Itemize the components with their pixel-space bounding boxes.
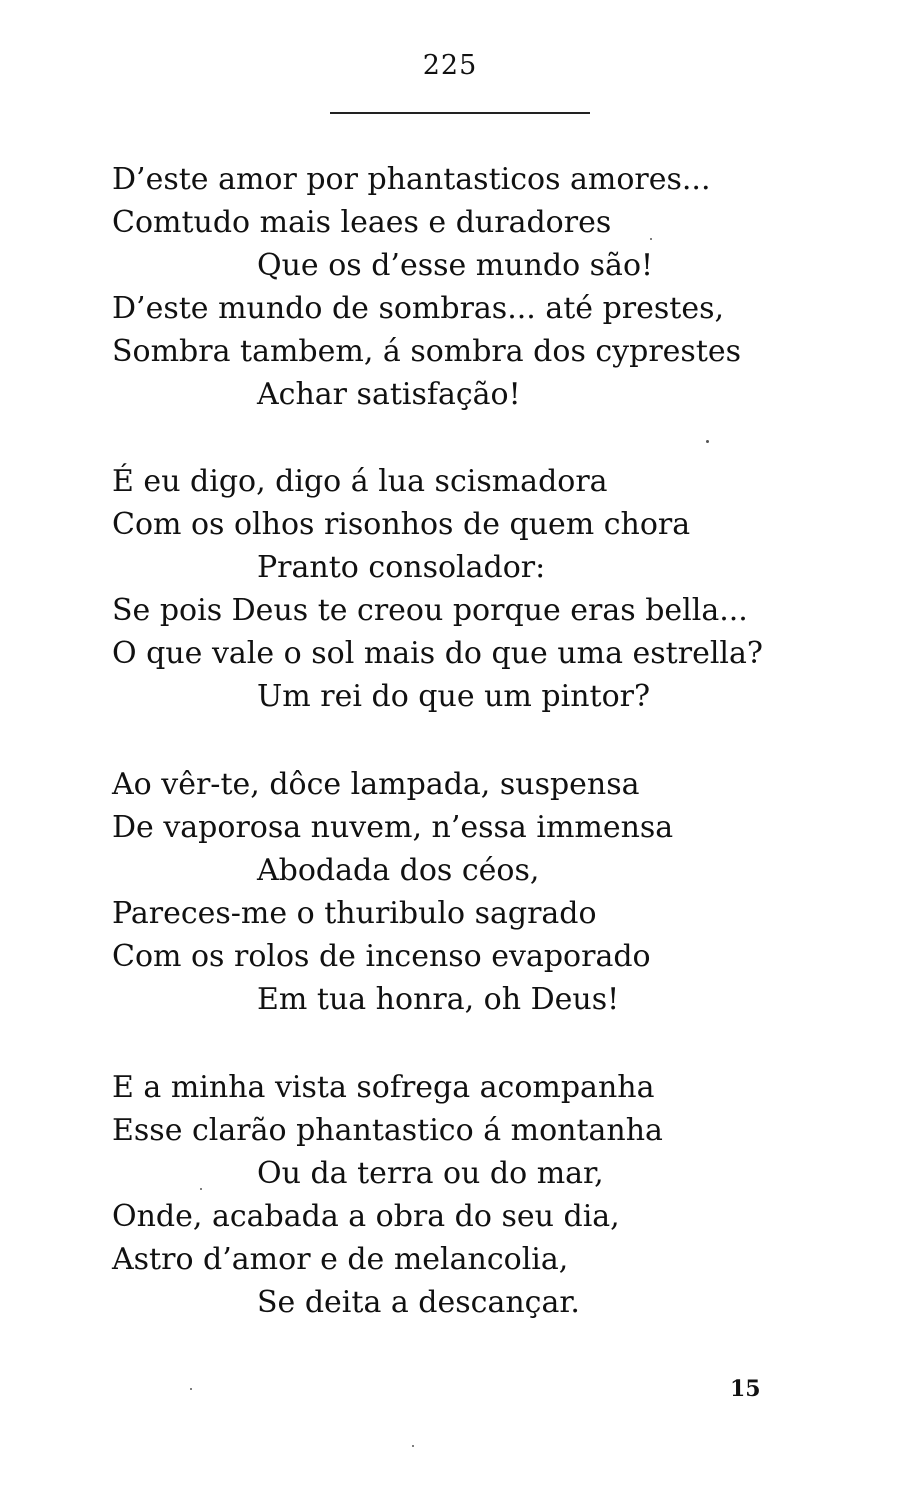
verse-line: Se deita a descançar. xyxy=(257,1285,580,1320)
print-speck xyxy=(190,1388,192,1390)
verse-line: Abodada dos céos, xyxy=(257,853,540,888)
print-speck xyxy=(650,238,652,240)
verse-line: Um rei do que um pintor? xyxy=(257,679,651,714)
stanza-4 xyxy=(112,1066,812,1324)
stanza-1 xyxy=(112,158,812,416)
verse-line: Que os d’esse mundo são! xyxy=(257,248,654,283)
print-speck xyxy=(706,440,709,443)
verse-line: Astro d’amor e de melancolia, xyxy=(112,1242,569,1277)
verse-line: D’este amor por phantasticos amores... xyxy=(112,162,711,197)
header-rule xyxy=(330,112,590,114)
verse-line: Com os olhos risonhos de quem chora xyxy=(112,507,691,542)
verse-line: Onde, acabada a obra do seu dia, xyxy=(112,1199,620,1234)
verse-line: D’este mundo de sombras... até prestes, xyxy=(112,291,725,326)
stanza-3 xyxy=(112,763,812,1021)
verse-line: Com os rolos de incenso evaporado xyxy=(112,939,651,974)
verse-line: Ou da terra ou do mar, xyxy=(257,1156,604,1191)
stanza-2 xyxy=(112,460,812,718)
verse-line: Pranto consolador: xyxy=(257,550,546,585)
page-number: 225 xyxy=(422,50,478,81)
verse-line: Sombra tambem, á sombra dos cyprestes xyxy=(112,334,742,369)
verse-line: Se pois Deus te creou porque eras bella... xyxy=(112,593,748,628)
verse-line: Pareces-me o thuribulo sagrado xyxy=(112,896,597,931)
verse-line: Comtudo mais leaes e duradores xyxy=(112,205,612,240)
print-speck xyxy=(412,1445,414,1447)
verse-line: E a minha vista sofrega acompanha xyxy=(112,1070,655,1105)
verse-line: Em tua honra, oh Deus! xyxy=(257,982,620,1017)
verse-line: Achar satisfação! xyxy=(257,377,521,412)
verse-line: Ao vêr-te, dôce lampada, suspensa xyxy=(112,767,640,802)
signature-mark: 15 xyxy=(730,1376,761,1402)
verse-line: É eu digo, digo á lua scismadora xyxy=(112,464,608,499)
verse-line: De vaporosa nuvem, n’essa immensa xyxy=(112,810,674,845)
print-speck xyxy=(200,1188,202,1190)
verse-line: O que vale o sol mais do que uma estrella? xyxy=(112,636,763,671)
verse-line: Esse clarão phantastico á montanha xyxy=(112,1113,663,1148)
